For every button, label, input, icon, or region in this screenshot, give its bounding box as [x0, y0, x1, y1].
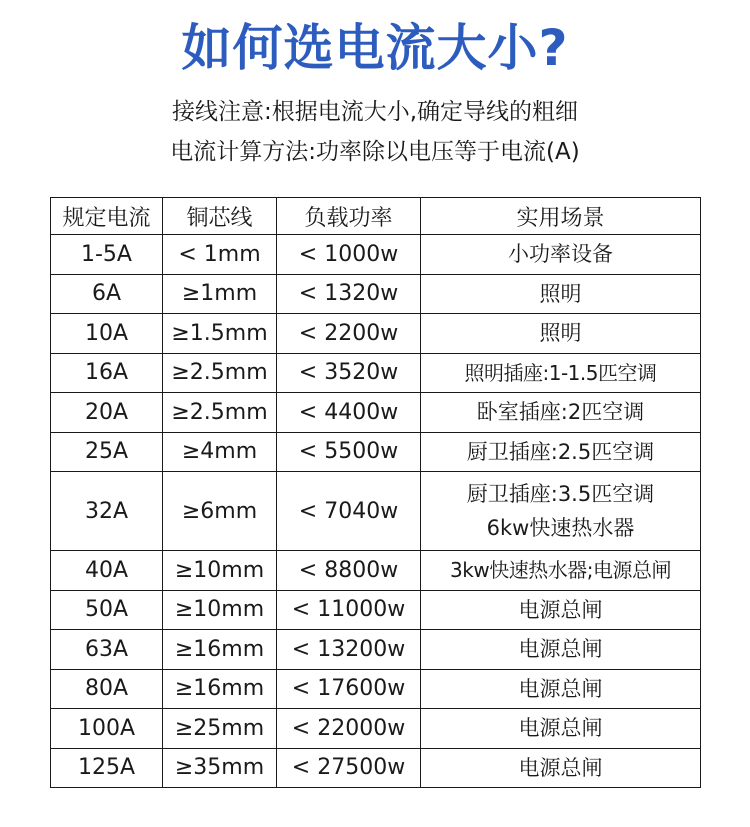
- usage-scenario-line: 小功率设备: [508, 242, 613, 267]
- table-row: [51, 590, 701, 630]
- copper-wire-cell: ≥6mm: [163, 472, 277, 551]
- table-row: [51, 709, 701, 749]
- copper-wire-cell: ≥10mm: [163, 551, 277, 591]
- copper-wire-cell: ≥35mm: [163, 748, 277, 788]
- header-usage-scenario: 实用场景: [421, 198, 701, 235]
- rated-current-cell: 32A: [51, 472, 163, 551]
- rated-current-cell: 63A: [51, 630, 163, 670]
- load-power-cell: < 1320w: [277, 274, 421, 314]
- usage-scenario-line: 厨卫插座:2.5匹空调: [466, 439, 655, 464]
- wiring-note: 接线注意:根据电流大小,确定导线的粗细: [171, 99, 579, 125]
- rated-current-cell: 40A: [51, 551, 163, 591]
- usage-scenario-line: 照明: [539, 281, 582, 306]
- usage-scenario-cell: [421, 551, 701, 591]
- usage-scenario-line: 电源总闸: [518, 716, 603, 741]
- rated-current-cell: 80A: [51, 669, 163, 709]
- usage-scenario-line: 照明: [539, 321, 582, 346]
- header-load-power: 负载功率: [277, 198, 421, 235]
- copper-wire-cell: ≥1.5mm: [163, 314, 277, 354]
- copper-wire-cell: ≥4mm: [163, 432, 277, 472]
- load-power-cell: < 27500w: [277, 748, 421, 788]
- rated-current-cell: 6A: [51, 274, 163, 314]
- copper-wire-cell: ≥2.5mm: [163, 393, 277, 433]
- rated-current-cell: 100A: [51, 709, 163, 749]
- usage-scenario-line: 厨卫插座:3.5匹空调: [466, 482, 655, 506]
- current-spec-table: [50, 197, 701, 788]
- usage-scenario-cell: [421, 393, 701, 433]
- load-power-cell: < 4400w: [277, 393, 421, 433]
- load-power-cell: < 2200w: [277, 314, 421, 354]
- usage-scenario-cell: [421, 235, 701, 275]
- table-row: [51, 472, 701, 551]
- usage-scenario-cell: [421, 630, 701, 670]
- usage-scenario-cell: [421, 274, 701, 314]
- copper-wire-cell: < 1mm: [163, 235, 277, 275]
- rated-current-cell: 50A: [51, 590, 163, 630]
- table-body: [51, 235, 701, 788]
- table-row: [51, 353, 701, 393]
- usage-scenario-cell: [421, 709, 701, 749]
- usage-scenario-cell: [421, 472, 701, 551]
- table-row: [51, 274, 701, 314]
- load-power-cell: < 17600w: [277, 669, 421, 709]
- usage-scenario-cell: [421, 314, 701, 354]
- usage-scenario-line: 电源总闸: [518, 755, 603, 780]
- rated-current-cell: 10A: [51, 314, 163, 354]
- load-power-cell: < 7040w: [277, 472, 421, 551]
- header-rated-current: 规定电流: [51, 198, 163, 235]
- load-power-cell: < 22000w: [277, 709, 421, 749]
- table-header-row: [51, 198, 701, 235]
- rated-current-cell: 16A: [51, 353, 163, 393]
- usage-scenario-cell: [421, 590, 701, 630]
- load-power-cell: < 1000w: [277, 235, 421, 275]
- copper-wire-cell: ≥16mm: [163, 630, 277, 670]
- usage-scenario-cell: [421, 748, 701, 788]
- usage-scenario-line: 照明插座:1-1.5匹空调: [464, 360, 657, 385]
- table-row: [51, 314, 701, 354]
- usage-scenario-cell: [421, 669, 701, 709]
- rated-current-cell: 25A: [51, 432, 163, 472]
- load-power-cell: < 3520w: [277, 353, 421, 393]
- table-row: [51, 748, 701, 788]
- table-row: [51, 551, 701, 591]
- table-row: [51, 630, 701, 670]
- rated-current-cell: 1-5A: [51, 235, 163, 275]
- rated-current-cell: 20A: [51, 393, 163, 433]
- page-title: 如何选电流大小?: [181, 19, 569, 77]
- usage-scenario-cell: [421, 432, 701, 472]
- copper-wire-cell: ≥25mm: [163, 709, 277, 749]
- header-copper-wire: 铜芯线: [163, 198, 277, 235]
- copper-wire-cell: ≥10mm: [163, 590, 277, 630]
- usage-scenario-line: 卧室插座:2匹空调: [476, 400, 645, 425]
- rated-current-cell: 125A: [51, 748, 163, 788]
- table-row: [51, 669, 701, 709]
- load-power-cell: < 5500w: [277, 432, 421, 472]
- current-formula-note: 电流计算方法:功率除以电压等于电流(A): [170, 139, 580, 165]
- usage-scenario-line: 3kw快速热水器;电源总闸: [450, 558, 671, 583]
- copper-wire-cell: ≥16mm: [163, 669, 277, 709]
- usage-scenario-line: 电源总闸: [518, 597, 603, 622]
- copper-wire-cell: ≥1mm: [163, 274, 277, 314]
- usage-scenario-line: 6kw快速热水器: [486, 516, 635, 540]
- load-power-cell: < 13200w: [277, 630, 421, 670]
- table-row: [51, 393, 701, 433]
- usage-scenario-line: 电源总闸: [518, 676, 603, 701]
- usage-scenario-line: 电源总闸: [518, 637, 603, 662]
- table-row: [51, 432, 701, 472]
- table-row: [51, 235, 701, 275]
- load-power-cell: < 11000w: [277, 590, 421, 630]
- load-power-cell: < 8800w: [277, 551, 421, 591]
- usage-scenario-cell: [421, 353, 701, 393]
- copper-wire-cell: ≥2.5mm: [163, 353, 277, 393]
